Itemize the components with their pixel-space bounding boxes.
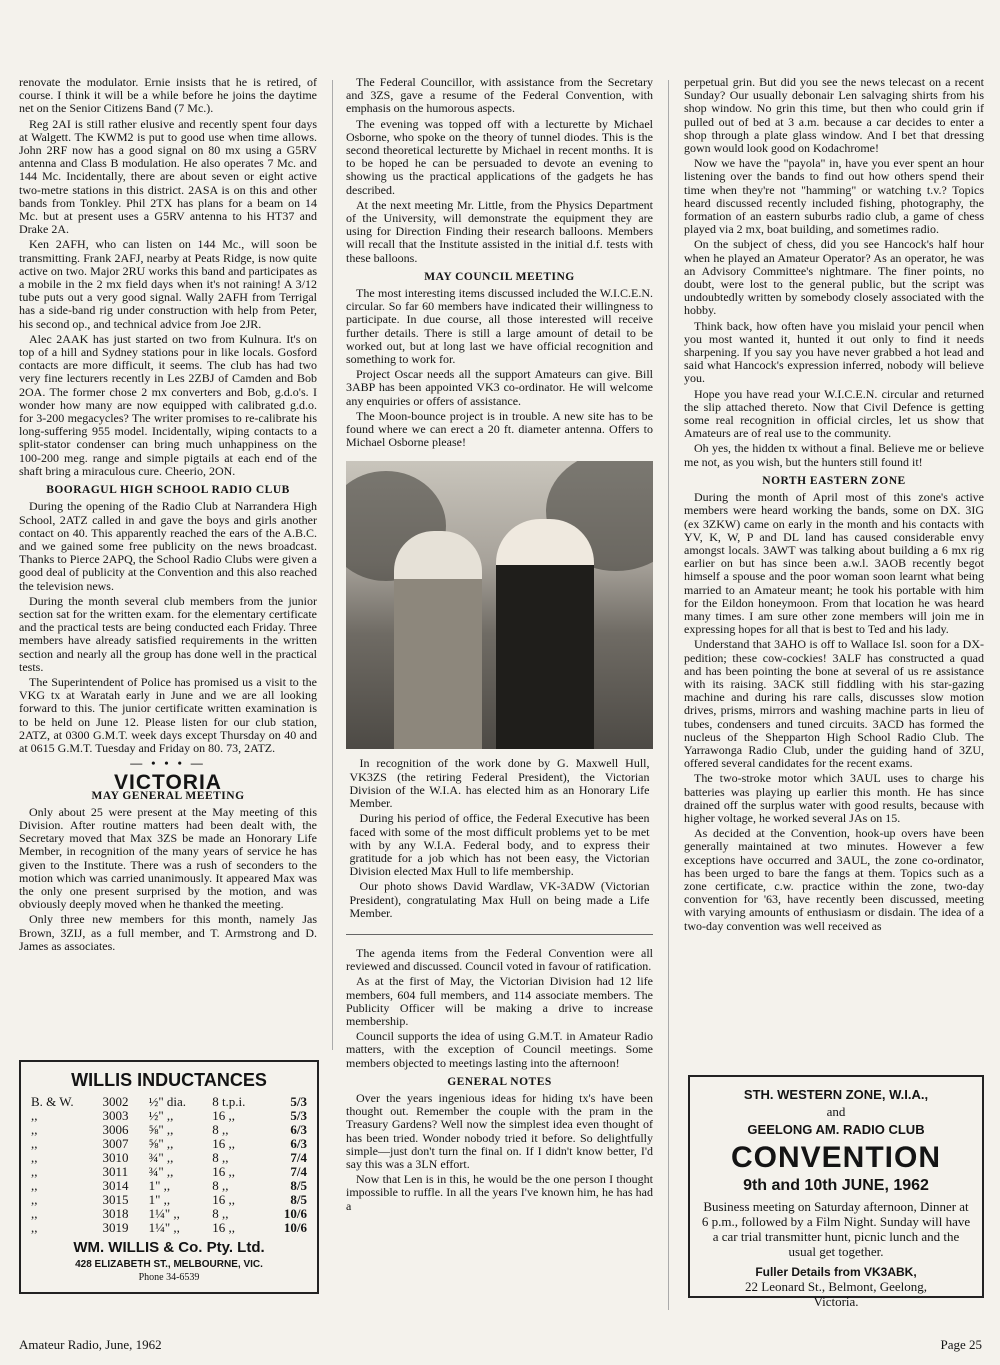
price-row [29, 1193, 309, 1207]
paragraph: The two-stroke motor which 3AUL uses to charge his batteries was playing up earlier this month. He has since drained off the surplus water with good results, because with higher voltage, he worked several JAs on 15. [684, 771, 984, 825]
price-cell-e: 8/5 [290, 1178, 307, 1193]
photo-caption [350, 757, 650, 919]
price-cell-d: 16 ,, [212, 1108, 235, 1123]
price-cell-d: 8 ,, [212, 1122, 229, 1137]
price-cell-a: ,, [31, 1108, 38, 1123]
price-cell-a: B. & W. [31, 1094, 74, 1109]
price-cell-b: 3010 [102, 1150, 129, 1165]
paragraph: Council supports the idea of using G.M.T. in Amateur Radio matters, with the exception of Council meetings. Some members objected to meetings lasting into the afternoon! [346, 1029, 653, 1070]
price-cell-a: ,, [31, 1122, 38, 1137]
paragraph: Ken 2AFH, who can listen on 144 Mc., will soon be transmitting. Frank 2AFJ, nearby at Peats Ridge, is now quite active on two. Major 2RU works this band and participates as a mobile in the 2 mx field days when it's not raining! A 3/12 tube puts out a very good signal. Wally 2AFH from Terrigal has a side-band rig under construction with help from Peter, his second op., and technical advice from Joe 2JR. [19, 237, 317, 331]
price-cell-a: ,, [31, 1206, 38, 1221]
ad-line: and [826, 1104, 846, 1119]
price-cell-d: 16 ,, [212, 1220, 235, 1235]
price-row [29, 1123, 309, 1137]
caption-paragraph: Our photo shows David Wardlaw, VK-3ADW (Victorian President), congratulating Max Hull on being made a Life Member. [349, 879, 650, 920]
willis-advertisement [19, 1060, 319, 1294]
paragraph: The Moon-bounce project is in trouble. A new site has to be found where we can erect a 20 ft. diameter antenna. Offers to Michael Osborne please! [346, 408, 653, 450]
paragraph: Reg 2AI is still rather elusive and recently spent four days at Walgett. The KWM2 is put to good use when time allows. John 2RF now has a good signal on 80 mx using a G5RV antenna and Class B modulation. He also operates 7 Mc. and 144 Mc. Incidentally, there are about seven or eight active two-metre stations in this district. 2ASA is on this and other bands from Tonkley. Phil 2TX has plans for a beam on 14 Mc. but at present uses a G5RV antenna to his HT37 and Drake 2A. [19, 116, 317, 237]
paragraph: The evening was topped off with a lecturette by Michael Osborne, who spoke on the theory of tunnel diodes. This is the second theoretical lecturette by Michael in recent months. It is to be hoped he can be persuaded to devote an evening to showing us the practical applications of the gadgets he has described. [346, 116, 653, 197]
price-cell-b: 3007 [102, 1136, 129, 1151]
caption-paragraph: In recognition of the work done by G. Maxwell Hull, VK3ZS (the retiring Federal President), the Victorian Division of the W.I.A. has elected him as an Honorary Life Member. [349, 756, 650, 811]
price-row [29, 1137, 309, 1151]
price-cell-a: ,, [31, 1164, 38, 1179]
paragraph: Over the years ingenious ideas for hiding tx's have been thought out. Remember the couple with the pram in the Treasury Gardens? Well now the simplest idea even thought of has been tried. Wonder nobody tried it before. So delightfully simple—just don't turn the final on. If I didn't know better, I'd say this was a 3LN effort. [346, 1090, 653, 1171]
ad-body: Business meeting on Saturday afternoon, Dinner at 6 p.m., followed by a Film Night. Sunday will have a car trial transmitter hunt, picnic lunch and the usual get together. [701, 1199, 971, 1259]
price-row [29, 1151, 309, 1165]
price-cell-b: 3003 [102, 1108, 129, 1123]
price-cell-e: 8/5 [290, 1192, 307, 1207]
price-cell-b: 3019 [102, 1220, 129, 1235]
price-cell-a: ,, [31, 1136, 38, 1151]
price-cell-b: 3002 [102, 1094, 129, 1109]
footer-publication: Amateur Radio, June, 1962 [19, 1337, 162, 1352]
price-row [29, 1179, 309, 1193]
ad-line: STH. WESTERN ZONE, W.I.A., [743, 1087, 929, 1102]
price-cell-b: 3014 [102, 1178, 129, 1193]
section-divider: — • • • — [130, 756, 206, 771]
paragraph: The Federal Councillor, with assistance from the Secretary and 3ZS, gave a resume of the Federal Convention, with emphasis on the humorous aspects. [346, 75, 653, 116]
ad-address: 22 Leonard St., Belmont, Geelong, [745, 1279, 927, 1294]
column-right [684, 76, 984, 935]
paragraph: Only about 25 were present at the May meeting of this Division. After routine matters had been dealt with, the Secretary moved that Max 3ZS be made an Honorary Life Member, in recognition of the many years of service he has given to the Institute. There was a rush of seconders to the motion which was carried unanimously. It appeared Max was the only one present surprised by the motion, and was obviously deeply moved when he thanked the meeting. [19, 804, 317, 912]
paragraph: During the month of April most of this zone's active members were heard working the bands, some on DX. 3IG (ex 3ZKW) came on early in the month and his contacts with YV, K, W, P and DL land has caused considerable envy amongst locals. 3AWT was talking about building a 6 mx rig earlier on but has since been a.w.l. 3AOB recently begot himself a spouse and the poor woman soon learnt what being married to an Amateur meant; he took his portable with him for the Eildon honeymoon. From that location he was heard many times. I am sure other zone members will join me in expressing hopes for all that is best to Ted and his lady. [684, 490, 984, 637]
price-cell-e: 7/4 [290, 1150, 307, 1165]
paragraph: Understand that 3AHO is off to Wallace Isl. soon for a DX-pedition; these cow-cockies! 3ALF has constructed a quad and has been pointing the bone at several of us re assistance with its raising. 3ACK still fiddling with his star-gazing machine and during his rare calls, discusses slow motion drives, prisms, mirrors and washing machine parts in lieu of tubes, condensers and tuned circuits. 3ACD has formed the nucleus of the Shepparton High School Radio Club. The Yarrawonga Radio Club, under the guiding hand of 3ZU, offered several candidates for the recent exams. [684, 637, 984, 771]
ad-address: 428 ELIZABETH ST., MELBOURNE, VIC. [75, 1259, 263, 1270]
photo-figure-right [496, 519, 594, 749]
price-cell-c: ⅝" ,, [148, 1136, 174, 1151]
price-cell-b: 3011 [102, 1164, 129, 1179]
paragraph: The most interesting items discussed included the W.I.C.E.N. circular. So far 60 members have indicated their willingness to participate. In due course, all those interested will receive further details. There is still a large amount of detail to be worked out, but at long last we have official recognition and something to work for. [346, 286, 653, 367]
price-cell-e: 6/3 [290, 1136, 307, 1151]
section-heading-may-general: MAY GENERAL MEETING [91, 789, 245, 802]
price-cell-b: 3018 [102, 1206, 129, 1221]
paragraph: Oh yes, the hidden tx without a final. Believe me or believe me not, as you wish, but the hunters still found it! [684, 441, 984, 469]
paragraph: As decided at the Convention, hook-up overs have been generally maintained at two minutes. However a few exceptions have occurred and 3AUL, the zone co-ordinator, has been urged to bare the fangs at them. Topics such as a zone certificate, c.w. practice within the zone, two-day convention for '63, have recently been discussed, meeting with varying amounts of enthusiasm or disdain. The idea of a two-day convention was well received as [684, 826, 984, 933]
paragraph: During the month several club members from the junior section sat for the written exam. for the elementary certificate and the practical tests are being conducted each Friday. Three members have already satisfied requirements in the written section and nearly all the group has done well in the practical tests. [19, 593, 317, 674]
paragraph: On the subject of chess, did you see Hancock's half hour when he played an Amateur Operator? As an operator, he was an Advisory Committee's nightmare. The finer points, no doubt, were lost to the general public, but the script was undoubtedly written by somebody closely associated with the hobby. [684, 237, 984, 318]
price-row [29, 1165, 309, 1179]
paragraph: Only three new members for this month, namely Jas Brown, 3ZIJ, as a full member, and T. Armstrong and D. James as associates. [19, 912, 317, 953]
price-cell-a: ,, [31, 1150, 38, 1165]
price-cell-d: 8 ,, [212, 1178, 229, 1193]
price-cell-e: 7/4 [290, 1164, 307, 1179]
price-cell-e: 10/6 [283, 1220, 307, 1235]
price-row [29, 1095, 309, 1109]
price-cell-b: 3006 [102, 1122, 129, 1137]
section-heading-victoria: VICTORIA [114, 771, 222, 795]
paragraph: Now we have the "payola" in, have you ever spent an hour listening over the bands to find out how others spend their time when they're not "hamming" or watching t.v.? Topics heard discussed recently included fishing, photography, the formation of an eastern suburbs radio club, a game of chess played via 2 mx, boat building, and sometimes radio. [684, 156, 984, 237]
ad-company: WM. WILLIS & Co. Pty. Ltd. [73, 1239, 265, 1256]
price-cell-e: 5/3 [290, 1108, 307, 1123]
price-cell-c: 1¼" ,, [148, 1206, 180, 1221]
paragraph: renovate the modulator. Ernie insists that he is retired, of course. I think it will be a while before he joins the daytime net on the Senior Citizens Band (7 Mc.). [19, 75, 317, 116]
price-cell-c: ¾" ,, [148, 1150, 174, 1165]
price-cell-c: ½" dia. [148, 1094, 187, 1109]
section-heading-general-notes: GENERAL NOTES [447, 1075, 552, 1088]
footer-page-number: Page 25 [940, 1337, 982, 1352]
paragraph: Project Oscar needs all the support Amateurs can give. Bill 3ABP has been appointed VK3 co-ordinator. He will welcome any enquiries or offers of assistance. [346, 367, 653, 408]
price-cell-d: 16 ,, [212, 1164, 235, 1179]
paragraph: Alec 2AAK has just started on two from Kulnura. It's on top of a hill and Sydney stations pour in like locals. Gosford contacts are more difficult, it seems. The club has had two very fine lecturers recently in Les 2ZBJ of Camden and Bob 2OA. The former chose 2 mx converters and Bob, g.d.o's. I wonder how many are now equipped with calibrated g.d.o. for 3-200 megacycles? The writer promises to re-calibrate his long-suffering 955 model. Incidentally, wiping contacts to a split-stator condenser can bring much unhappiness on the 100-200 meg. range and simple pigtails at each end of the shaft bring a miraculous cure. Cheerio, 2ON. [19, 331, 317, 478]
price-cell-a: ,, [31, 1220, 38, 1235]
price-cell-c: ½" ,, [148, 1108, 174, 1123]
column-left [19, 76, 317, 955]
ad-dates: 9th and 10th JUNE, 1962 [743, 1177, 929, 1194]
ad-line: GEELONG AM. RADIO CLUB [747, 1122, 925, 1137]
price-cell-e: 5/3 [290, 1094, 307, 1109]
ad-phone: Phone 34-6539 [138, 1272, 200, 1283]
price-cell-a: ,, [31, 1178, 38, 1193]
paragraph: The agenda items from the Federal Convention were all reviewed and discussed. Council voted in favour of ratification. [346, 945, 653, 974]
price-table [29, 1095, 309, 1235]
section-heading-north-eastern: NORTH EASTERN ZONE [762, 474, 906, 487]
ad-title: WILLIS INDUCTANCES [71, 1070, 267, 1090]
price-cell-e: 6/3 [290, 1122, 307, 1137]
price-cell-c: 1" ,, [148, 1178, 171, 1193]
ad-contact: Fuller Details from VK3ABK, [755, 1265, 917, 1279]
price-row [29, 1221, 309, 1235]
price-cell-d: 8 ,, [212, 1206, 229, 1221]
ad-address: Victoria. [813, 1294, 859, 1309]
price-cell-d: 16 ,, [212, 1136, 235, 1151]
photo-handshake [346, 461, 653, 749]
paragraph: Hope you have read your W.I.C.E.N. circular and returned the slip attached thereto. Now that Civil Defence is getting some real recognition in official circles, let us show that Amateurs are of real use to the community. [684, 386, 984, 441]
caption-paragraph: During his period of office, the Federal Executive has been faced with some of the most difficult problems yet to be met with by any W.I.A. Federal body, and to express their gratitude for a job which has not been easy, the Victorian Division elected Max Hull to life membership. [349, 811, 650, 879]
paragraph: At the next meeting Mr. Little, from the Physics Department of the University, will demonstrate the equipment they are using for Direction Finding their research balloons. Members will recall that the Institute assisted in the initial d.f. tests with these balloons. [346, 197, 653, 265]
paragraph: As at the first of May, the Victorian Division had 12 life members, 604 full members, and 114 associate members. The Publicity Officer will be making a drive to increase membership. [346, 974, 653, 1028]
price-cell-c: ¾" ,, [148, 1164, 174, 1179]
paragraph: During the opening of the Radio Club at Narrandera High School, 2ATZ called in and gave the boys and girls another contact on 40. This apparently reached the ears of the A.B.C. and we gained some free publicity on the news broadcast. Thanks to Pierce 2APQ, the School Radio Clubs were given a good deal of publicity at the Convention and this also reached the television news. [19, 499, 317, 593]
price-row [29, 1207, 309, 1221]
price-cell-d: 8 t.p.i. [212, 1094, 246, 1109]
section-heading-may-council: MAY COUNCIL MEETING [424, 270, 575, 283]
price-cell-e: 10/6 [283, 1206, 307, 1221]
section-heading-booragul: BOORAGUL HIGH SCHOOL RADIO CLUB [46, 484, 290, 497]
paragraph: Now that Len is in this, he would be the one person I thought impossible to ruffle. In all the years I've known him, he has had a [346, 1172, 653, 1213]
price-row [29, 1109, 309, 1123]
price-cell-c: ⅝" ,, [148, 1122, 174, 1137]
ad-title: CONVENTION [730, 1141, 941, 1174]
price-cell-d: 16 ,, [212, 1192, 235, 1207]
convention-advertisement [688, 1075, 984, 1309]
paragraph: The Superintendent of Police has promised us a visit to the VKG tx at Waratah early in June and we are all looking forward to this. The junior certificate written examination is to be held on June 12. Please listen for our club station, 2ATZ, at 0300 G.M.T. week days except Thursday on 40 and at 0615 G.M.T. Tuesday and Friday on 80. 73, 2ATZ. [19, 674, 317, 755]
photo-figure-left [394, 531, 482, 749]
price-cell-d: 8 ,, [212, 1150, 229, 1165]
column-middle [346, 76, 653, 1215]
price-cell-c: 1¼" ,, [148, 1220, 180, 1235]
paragraph: perpetual grin. But did you see the news telecast on a recent Sunday? Our usually debonair Len salvaging shirts from his shop window. No grin this time, but then who could grin if pulled out of bed at 3 a.m. because a car decides to enter a shop through a plate glass window. And I bet that dressing gown would look good on Kodachrome! [684, 75, 984, 156]
price-cell-b: 3015 [102, 1192, 129, 1207]
paragraph: Think back, how often have you mislaid your pencil when you most wanted it, hunted it out only to find it needs sharpening. If you say you have never grabbed a hot lead and said what Hancock's expression inferred, nobody will believe you. [684, 318, 984, 386]
price-cell-a: ,, [31, 1192, 38, 1207]
section-rule [346, 934, 653, 935]
price-cell-c: 1" ,, [148, 1192, 171, 1207]
